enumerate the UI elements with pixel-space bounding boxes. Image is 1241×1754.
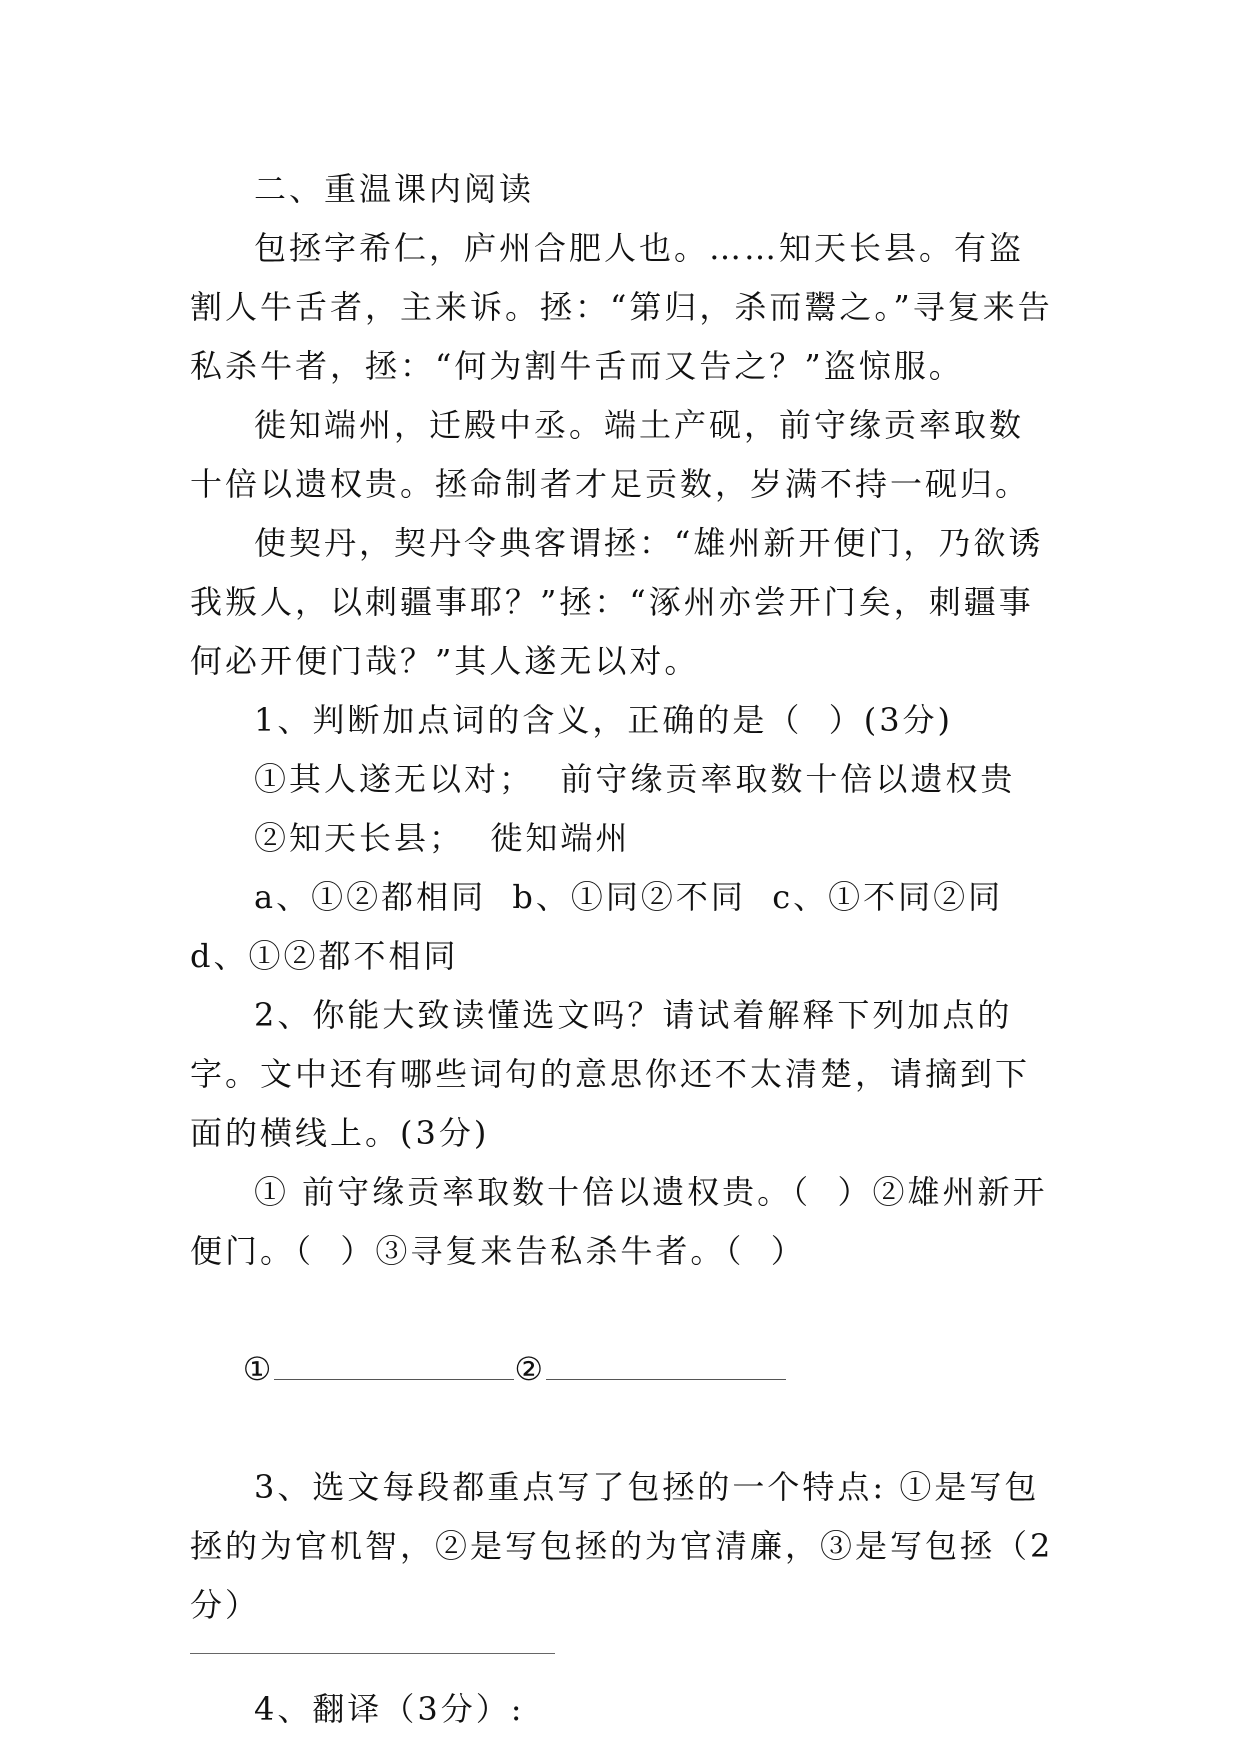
question-2-answer-lines [190, 1281, 1056, 1458]
answer-blank-2[interactable] [546, 1343, 786, 1380]
section-title: 二、重温课内阅读 [254, 170, 535, 208]
answer-blank-1-label: ① [242, 1350, 275, 1388]
question-2-items: ① 前守缘贡率取数十倍以遗权贵。（ ）②雄州新开便门。（ ）③寻复来告私杀牛者。（ ） [190, 1173, 1048, 1270]
answer-blank-1[interactable] [274, 1343, 514, 1380]
question-3-stem: 3、选文每段都重点写了包拯的一个特点: ①是写包拯的为官机智，②是写包拯的为官清廉，③是写包拯（2分） [190, 1468, 1054, 1624]
question-3-answer-line[interactable] [190, 1653, 555, 1654]
passage-paragraph-1: 包拯字希仁，庐州合肥人也。……知天长县。有盗割人牛舌者，主来诉。拯：“第归，杀而鬻之。”寻复来告私杀牛者，拯：“何为割牛舌而又告之？”盗惊服。 [190, 229, 1053, 385]
answer-blank-2-label: ② [514, 1350, 547, 1388]
passage-paragraph-3: 使契丹，契丹令典客谓拯：“雄州新开便门，乃欲诱我叛人，以刺疆事耶？”拯：“涿州亦尝开门矣，刺疆事何必开便门哉？”其人遂无以对。 [190, 524, 1044, 680]
document-page [190, 160, 1056, 1739]
question-1-options: a、①②都相同 b、①同②不同 c、①不同②同 d、①②都不相同 [190, 878, 1030, 975]
question-4-stem: 4、翻译（3分）: [254, 1690, 525, 1728]
question-1-stem: 1、判断加点词的含义，正确的是（ ）(3分) [254, 701, 954, 739]
question-1-item-1: ①其人遂无以对； 前守缘贡率取数十倍以遗权贵 [254, 760, 1016, 798]
passage-paragraph-2: 徙知端州，迁殿中丞。端土产砚，前守缘贡率取数十倍以遗权贵。拯命制者才足贡数，岁满不持一砚归。 [190, 406, 1031, 503]
question-2-stem: 2、你能大致读懂选文吗？请试着解释下列加点的字。文中还有哪些词句的意思你还不太清楚，请摘到下面的横线上。(3分) [190, 996, 1031, 1152]
question-1-item-2: ②知天长县； 徙知端州 [254, 819, 631, 857]
